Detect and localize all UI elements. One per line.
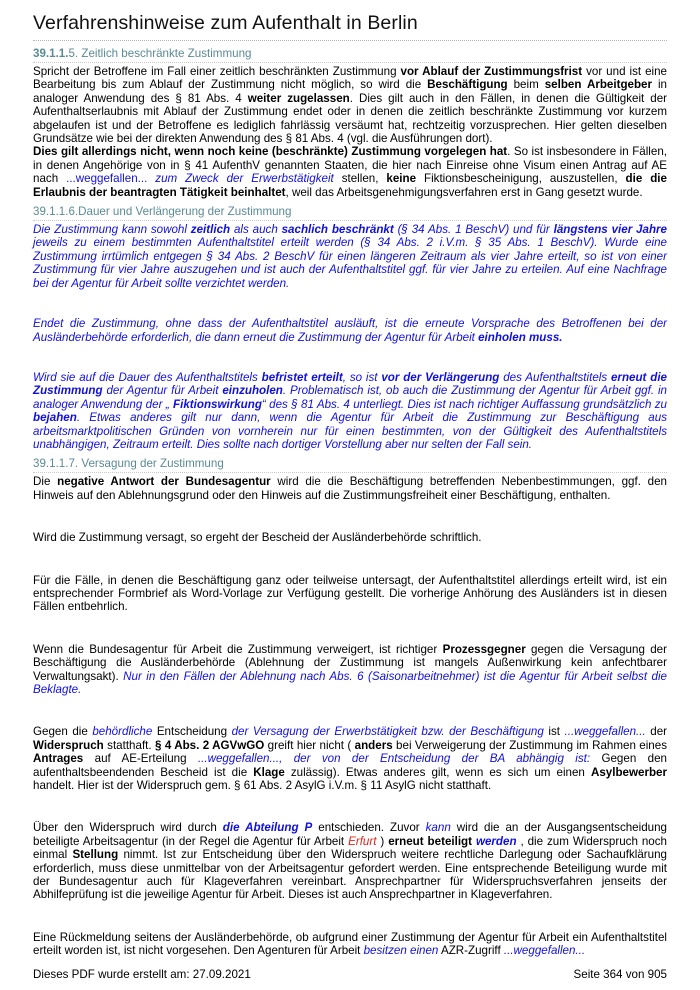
text: ) [376, 834, 389, 848]
section-heading-text: 5. Zeitlich beschränkte Zustimmung [68, 47, 252, 60]
bold-text: Fiktionswirkung [173, 397, 262, 411]
section-heading-39-1-1-5 [33, 46, 667, 63]
page-title: Verfahrenshinweise zum Aufenthalt in Berlin [33, 12, 667, 41]
paragraph-widerspruch [33, 725, 667, 792]
text: “ des § 81 Abs. 4 unterliegt. Dies ist nach richtiger Auffassung grundsätzlich zu [261, 397, 668, 411]
text: in analoger Anwendung des § 81 Abs. 4 [33, 78, 668, 105]
text: entschieden. Zuvor [312, 821, 426, 835]
blue-italic-text: behördliche [92, 725, 153, 739]
text: vor und ist eine Bearbeitung bis zum Ablauf der Zustimmung nicht möglich, so wird die [33, 65, 667, 92]
paragraph-formbrief: Für die Fälle, in denen die Beschäftigung ganz oder teilweise untersagt, der Aufenthaltstitel allerdings erteilt wird, ist ein entsprechender Formbrief als Word-Vorlage zur Verfügung gestellt. Die vorherige Anhörung des Ausländers ist in diesen Fällen entbehrlich. [33, 573, 667, 614]
paragraph-dauer [33, 223, 667, 290]
text: Gegen den aufenthaltsbeendenden Bescheid ist die [33, 752, 667, 779]
bold-text: vor der Verlängerung [381, 370, 500, 384]
bold-text: zeitlich [190, 223, 231, 237]
bold-text: keine [386, 172, 417, 186]
text: gegen die Versagung der Beschäftigung die Ausländerbehörde (Ablehnung der Zustimmung ist mangels Außenwirkung kein anfechtbarer Verwaltungsakt). [33, 642, 667, 683]
blue-italic-text: besitzen einen [363, 944, 439, 958]
bold-text: selben Arbeitgeber [544, 78, 653, 92]
text: als auch [230, 223, 282, 237]
text: jeweils zu einem bestimmten Aufenthaltstitel erteilt werden (§ 34 Abs. 2 i.V.m. § 35 Abs. 1 BeschV). Wurde eine Zustimmung irrtümlich entgegen § 34 Abs. 2 BeschV für einen längeren Zeitraum als vier Jahre erteilt, so ist von einer Zustimmung für vier Jahre auszugehen und ist auch der Aufenthaltstitel ggf. für vier Jahre zu erteilen. Auf eine Nachfrage bei der Agentur für Arbeit sollte verzichtet werden. [33, 236, 667, 290]
bold-text: Beschäftigung [427, 78, 508, 92]
text: Entscheidung [152, 725, 232, 739]
text: , so ist [342, 370, 382, 384]
text: bei Verweigerung der Zustimmung im Rahmen eines [392, 738, 667, 752]
bold-text: anders [354, 738, 393, 752]
text: AZR-Zugriff [438, 944, 504, 958]
text: wird die an der Ausgangsentscheidung beteiligte Arbeitsagentur (in der Regel die Agentur für Arbeit [33, 821, 668, 848]
blue-italic-text: ...weggefallen... [564, 725, 646, 739]
text: ist [543, 725, 565, 739]
bold-text: erneut die Zustimmung [33, 370, 667, 398]
blue-text: ...weggefallen... [66, 172, 156, 186]
text: . Dies gilt auch in den Fällen, in denen die Gültigkeit der Aufenthaltserlaubnis mit Ablauf der Zustimmung endet oder in denen die zeitlich beschränkte Zustimmung vor kurzem abgelaufen ist und der Betroffene es lediglich fahrlässig versäumt hat, rechtzeitig vorzusprechen. Hier gelten dieselben Grundsätze wie bei der direkten Anwendung des § 81 Abs. 4 (vgl. die Ausführungen dort). [33, 91, 668, 146]
blue-bold-italic-text: werden [475, 834, 517, 848]
text: Wenn die Bundesagentur für Arbeit die Zustimmung verweigert, ist richtiger [33, 642, 443, 656]
text: der Agentur für Arbeit [102, 384, 223, 398]
page-footer [33, 968, 667, 981]
paragraph-zeitlich-beschraenkt [33, 65, 667, 145]
text: greift hier nicht ( [264, 738, 355, 752]
bold-text: sachlich beschränkt [281, 223, 394, 237]
blue-italic-text: zum Zweck der Erwerbstätigkeit [155, 172, 334, 186]
red-italic-text: Erfurt [348, 834, 377, 848]
text: Die [33, 475, 58, 489]
paragraph-befristet [33, 371, 667, 451]
bold-text: befristet erteilt [261, 370, 343, 384]
paragraph-bescheid: Wird die Zustimmung versagt, so ergeht der Bescheid der Ausländerbehörde schriftlich. [33, 531, 482, 545]
blue-italic-text: kann [425, 821, 451, 835]
bold-text: Antrages [33, 752, 84, 766]
paragraph-abteilung-p [33, 821, 667, 901]
section-number: 39.1.1. [33, 47, 69, 60]
bold-text: Prozessgegner [442, 642, 526, 656]
text: Über den Widerspruch wird durch [33, 821, 223, 835]
blue-italic-text: der Versagung der Erwerbstätigkeit bzw. der Beschäftigung [231, 725, 544, 739]
text: stellen, [333, 172, 387, 186]
bold-text: einholen muss. [478, 330, 563, 344]
bold-text: Dies gilt allerdings nicht, wenn noch keine (beschränkte) Zustimmung vorgelegen hat [33, 145, 508, 159]
text: , die zum Widerspruch noch einmal [33, 834, 667, 862]
text: Spricht der Betroffene im Fall einer zeitlich beschränkten Zustimmung [33, 65, 401, 78]
text: statthaft. [103, 738, 155, 752]
text: (§ 34 Abs. 1 BeschV) und für [393, 223, 554, 237]
blue-italic-text: Nur in den Fällen der Ablehnung nach Abs. 6 (Saisonarbeitnehmer) ist die Agentur für Arbeit selbst die Beklagte. [33, 669, 667, 696]
bold-text: bejahen [33, 411, 77, 425]
paragraph-keine-zustimmung [33, 145, 667, 199]
bold-text: vor Ablauf der Zustimmungsfrist [400, 65, 583, 78]
document-page [33, 0, 667, 958]
bold-text: § 4 Abs. 2 AGVwGO [155, 738, 265, 752]
text: Endet die Zustimmung, ohne dass der Aufenthaltstitel ausläuft, ist die erneute Vorsprache des Betroffenen bei der Ausländerbehörde erforderlich, die dann erneut die Zustimmung der Agentur für Arbeit [33, 317, 667, 344]
text: Die Zustimmung kann sowohl [33, 223, 191, 237]
section-heading-39-1-1-6: 39.1.1.6.Dauer und Verlängerung der Zustimmung [33, 204, 667, 221]
paragraph-endet-zustimmung [33, 317, 667, 344]
text: nimmt. Ist zur Entscheidung über den Widerspruch weitere rechtliche Darlegung oder Sachaufklärung erforderlich, muss diese unmittelbar von der Arbeitsagentur gefordert werden. Eine entsprechende Beteiligung wurde mit der Bundesagentur auch für Klageverfahren vereinbart. Ansprechpartner für Widerspruchsverfahren jenseits der Abhilfeprüfung ist die jeweilige Agentur für Arbeit. Dieses ist auch Ansprechpartner in Klageverfahren. [33, 848, 668, 902]
text: handelt. Hier ist der Widerspruch gem. § 61 Abs. 2 AsylG i.V.m. § 11 AsylG nicht statthaft. [33, 779, 492, 793]
text: Wird sie auf die Dauer des Aufenthaltstitels [33, 370, 262, 384]
text: Fiktionsbescheinigung, auszustellen, [416, 172, 626, 186]
bold-text: Widerspruch [33, 738, 104, 752]
text: . Problematisch ist, ob auch die Zustimmung der Agentur für Arbeit ggf. in analoger Anwendung der „ [33, 384, 667, 411]
footer-page-number: Seite 364 von 905 [573, 968, 667, 981]
paragraph-rueckmeldung [33, 931, 667, 958]
text: . So ist insbesondere in Fällen, in denen Angehörige von in § 41 AufenthV genannten Staaten, die hier nach Einreise ohne Visum einen Antrag auf AE nach [33, 145, 667, 186]
bold-text: weiter zugelassen [247, 91, 350, 105]
text: . Etwas anderes gilt nur dann, wenn die Agentur für Arbeit die Zustimmung zur Beschäftigung aus arbeitsmarktpolitischen Gründen von vornherein nur für einen bestimmten, von der Gültigkeit des Aufenthaltstitels unabhängigen, Zeitraum erteilt. Dies sollte nach dortiger Vorstellung aber nur selten der Fall sein. [33, 411, 667, 451]
section-heading-39-1-1-7: 39.1.1.7. Versagung der Zustimmung [33, 456, 667, 473]
bold-text: Klage [253, 765, 285, 779]
bold-text: einzuholen [222, 384, 283, 398]
bold-text: längstens vier Jahre [553, 223, 667, 237]
text: der [645, 725, 668, 739]
paragraph-negative-antwort [33, 475, 667, 502]
bold-text: Stellung [72, 848, 119, 862]
text: , weil das Arbeitsgenehmigungsverfahren erst in Gang gesetzt wurde. [285, 185, 643, 199]
bold-text: Asylbewerber [590, 765, 667, 779]
text: auf AE-Erteilung [83, 752, 198, 766]
text: zulässig). Etwas anderes gilt, wenn es sich um einen [284, 765, 591, 779]
blue-italic-text: ...weggefallen..., der von der Entscheidung der BA abhängig ist: [197, 752, 591, 766]
bold-text: erneut beteiligt [388, 834, 472, 848]
paragraph-prozessgegner [33, 643, 667, 697]
text: Gegen die [33, 725, 93, 739]
footer-created-date: Dieses PDF wurde erstellt am: 27.09.2021 [33, 968, 251, 981]
bold-text: die die Erlaubnis der beantragten Tätigkeit beinhaltet [33, 172, 667, 199]
text: beim [507, 78, 545, 92]
bold-text: negative Antwort der Bundesagentur [57, 475, 271, 489]
text: wird die die Beschäftigung betreffenden Nebenbestimmungen, ggf. den Hinweis auf den Ablehnungsgrund oder den Hinweis auf die Zustimmungsfreiheit einer Beschäftigung, enthalten. [33, 475, 667, 502]
blue-bold-italic-text: die Abteilung P [222, 821, 313, 835]
blue-italic-text: ...weggefallen... [503, 944, 586, 958]
text: Eine Rückmeldung seitens der Ausländerbehörde, ob aufgrund einer Zustimmung der Agentur für Arbeit ein Aufenthaltstitel erteilt worden ist, ist nicht vorgesehen. Den Agenturen für Arbeit [33, 930, 667, 958]
text: des Aufenthaltstitels [499, 370, 611, 384]
